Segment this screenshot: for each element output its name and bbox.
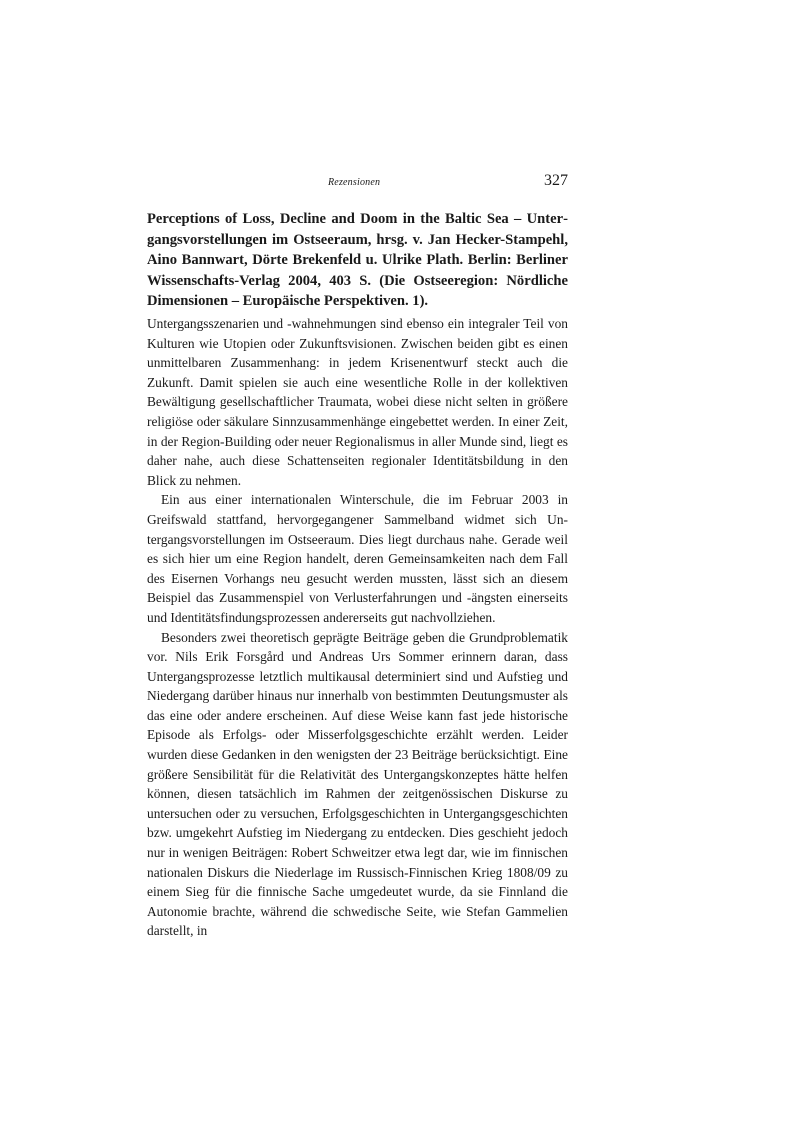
review-body [147, 314, 568, 941]
running-title: Rezensionen [328, 177, 381, 188]
paragraph: Ein aus einer internationalen Winterschule, die im Februar 2003 in Greifswald stattfand, hervorgegangener Sammelband widmet sich Untergangsvorstellungen im Ostseeraum. Dies liegt durchaus nahe. Gerade weil es sich hier um eine Region handelt, deren Gemeinsamkeiten nach dem Fall des Eisernen Vorhangs neu gesucht werden mussten, lässt sich an diesem Beispiel das Zusammenspiel von Verlusterfahrungen und -ängsten einerseits und Identitätsfindungsprozessen andererseits gut nachvollziehen. [147, 492, 568, 625]
page-number: 327 [544, 172, 568, 189]
review-title: Perceptions of Loss, Decline and Doom in the Baltic Sea – Untergangsvorstellungen im Ostseeraum, hrsg. v. Jan Hecker-Stampehl, Aino Bannwart, Dörte Brekenfeld u. Ulrike Plath. Berlin: Berliner Wissenschafts-Verlag 2004, 403 S. (Die Ostseeregion: Nördliche Dimensionen – Europäische Perspektiven. 1). [147, 211, 568, 309]
book-page [147, 0, 568, 1131]
paragraph: Besonders zwei theoretisch geprägte Beiträge geben die Grundproblematik vor. Nils Erik Forsgård und Andreas Urs Sommer erinnern daran, dass Untergangsprozesse letztlich multikausal determiniert sind und Aufstieg und Niedergang darüber hinaus nur innerhalb von bestimmten Deutungsmuster als das eine oder andere erscheinen. Auf diese Weise kann fast jede historische Episode als Erfolgs- oder Misserfolgsgeschichte erzählt werden. Leider wurden diese Gedanken in den wenigsten der 23 Beiträge berücksichtigt. Eine größere Sensibilität für die Relativität des Untergangskonzeptes hätte helfen können, diesen tatsächlich im Rahmen der zeitgenössischen Diskurse zu untersuchen oder zu versuchen, Erfolgsgeschichten in Untergangsgeschichten bzw. umgekehrt Aufstieg im Niedergang zu entdecken. Dies geschieht jedoch nur in wenigen Beiträgen: Robert Schweitzer etwa legt dar, wie im finnischen nationalen Diskurs die Niederlage im Russisch-Finnischen Krieg 1808/09 zu einem Sieg für die finnische Sache umgedeutet wurde, da sie Finnland die Autonomie brachte, während die schwedische Seite, wie Stefan Gammelien darstellt, in [147, 629, 568, 939]
running-head [147, 172, 568, 194]
paragraph: Untergangsszenarien und -wahnehmungen sind ebenso ein integraler Teil von Kulturen wie Utopien oder Zukunftsvisionen. Zwischen beiden gibt es einen unmittelbaren Zusammenhang: in jedem Krisenentwurf steckt auch die Zukunft. Damit spielen sie auch eine wesentliche Rolle in der kollektiven Bewältigung gesellschaftlicher Traumata, wobei diese nicht selten in größere religiöse oder säkulare Sinnzusammenhänge eingebettet werden. In einer Zeit, in der Region-Building oder neuer Regionalismus in aller Munde sind, liegt es daher nahe, auch diese Schattenseiten regionaler Identitätsbildung in den Blick zu nehmen. [147, 316, 568, 488]
